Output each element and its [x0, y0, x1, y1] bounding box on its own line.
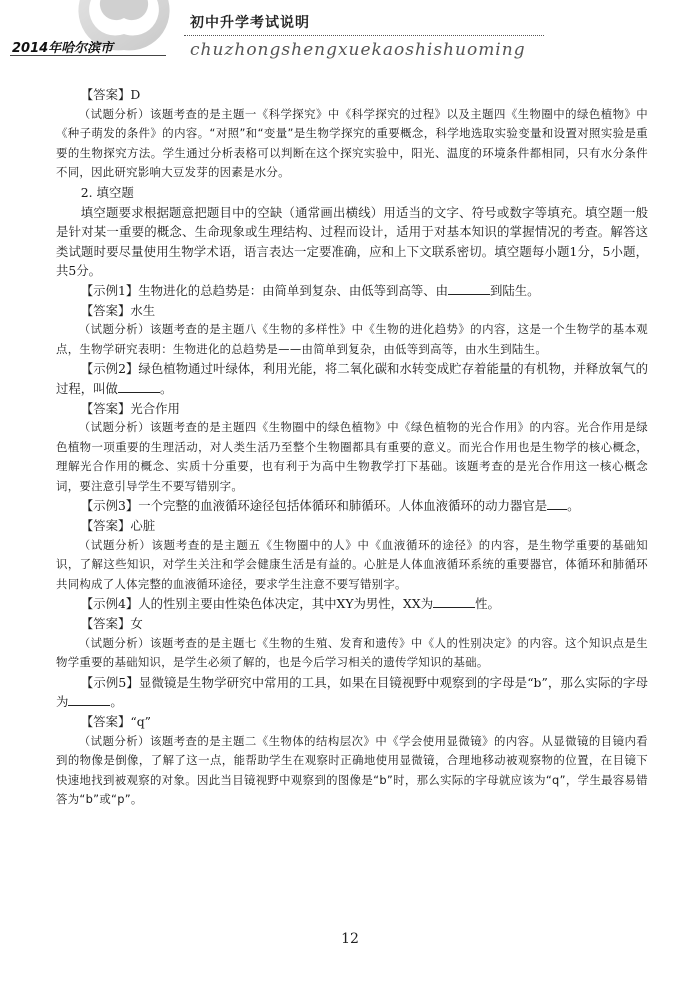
question-text-end: 。 — [567, 498, 580, 514]
answer-line: 【答案】D — [80, 87, 141, 102]
example-question — [56, 359, 648, 398]
question-text: 【示例4】人的性别主要由性染色体决定，其中XY为男性，XX为 — [80, 596, 434, 612]
answer-line: 【答案】“q” — [80, 714, 151, 729]
section-heading: 2. 填空题 — [80, 184, 134, 200]
question-text: 【示例1】生物进化的总趋势是：由简单到复杂、由低等到高等、由 — [80, 282, 449, 298]
analysis-paragraph: （试题分析）该题考查的是主题一《科学探究》中《科学探究的过程》以及主题四《生物圈中的绿色植物》中《种子萌发的条件》的内容。“对照”和“变量”是生物学探究的重要概念，科学地选取实验变量和设置对照实验是重要的生物探究方法。学生通过分析表格可以判断在这个探究实验中，阳光、温度的环境条件都相同，只有水分条件不同，因此研究影响大豆发芽的因素是水分。 — [56, 106, 648, 180]
answer-line: 【答案】女 — [80, 616, 143, 632]
question-text: 【示例3】一个完整的血液循环途径包括体循环和肺循环。人体血液循环的动力器官是 — [80, 498, 548, 514]
page-number: 12 — [341, 931, 359, 947]
analysis-paragraph: （试题分析）该题考查的是主题二《生物体的结构层次》中《学会使用显微镜》的内容。从显微镜的目镜内看到的物像是倒像，了解了这一点，能帮助学生在观察时正确地使用显微镜，合理地移动被观察物的位置，在目镜下快速地找到被观察的对象。因此当目镜视野中观察到的图像是“b”时，那么实际的字母就应该为“q”，学生最容易错答为“b”或“p”。 — [56, 733, 648, 807]
analysis-paragraph: （试题分析）该题考查的是主题五《生物圈中的人》中《血液循环的途径》的内容，是生物学重要的基础知识，了解这些知识，对学生关注和学会健康生活是有益的。心脏是人体血液循环系统的重要器官，体循环和肺循环共同构成了人体完整的血液循环途径，要求学生注意不要写错别字。 — [56, 537, 648, 591]
answer-line: 【答案】心脏 — [80, 518, 156, 534]
fill-blank — [433, 595, 475, 608]
decorative-circle-icon — [64, 0, 192, 68]
fill-blank — [118, 380, 160, 393]
analysis-paragraph: （试题分析）该题考查的是主题八《生物的多样性》中《生物的进化趋势》的内容，这是一个生物学的基本观点，生物学研究表明：生物进化的总趋势是——由简单到复杂，由低等到高等，由水生到陆生。 — [56, 322, 648, 356]
analysis-paragraph: （试题分析）该题考查的是主题四《生物圈中的绿色植物》中《绿色植物的光合作用》的内容。光合作用是绿色植物一项重要的生理活动，对人类生活乃至整个生物圈都具有重要的意义。而光合作用也是生物学的核心概念，理解光合作用的概念、实质十分重要，也有利于为高中生物教学打下基础。该题考查的是光合作用这一核心概念词，要注意引导学生不要写错别字。 — [56, 420, 648, 493]
answer-line: 【答案】水生 — [80, 302, 156, 318]
analysis-paragraph: （试题分析）该题考查的是主题七《生物的生殖、发育和遗传》中《人的性别决定》的内容。这个知识点是生物学重要的基础知识，是学生必须了解的，也是今后学习相关的遗传学知识的基础。 — [56, 635, 648, 670]
example-question — [56, 673, 648, 712]
page-body — [56, 85, 648, 810]
page-header — [0, 0, 700, 70]
fill-blank — [68, 693, 110, 706]
header-rule — [10, 55, 166, 56]
question-text: 【示例2】绿色植物通过叶绿体，利用光能，将二氧化碳和水转变成贮存着能量的有机物，并释放氧气的过程，叫做 — [56, 361, 648, 396]
header-title: 初中升学考试说明 — [190, 15, 310, 31]
header-city-label: 2014年哈尔滨市 — [12, 41, 114, 56]
question-text-end: 。 — [110, 694, 123, 710]
fill-blank — [547, 497, 567, 510]
intro-paragraph: 填空题要求根据题意把题目中的空缺（通常画出横线）用适当的文字、符号或数字等填充。填空题一般是针对某一重要的概念、生命现象或生理结构、过程而设计，适用于对基本知识的掌握情况的考查。解答这类试题时要尽量使用生物学术语，语言表达一定要准确，应和上下文联系密切。填空题每小题1分，5小题，共5分。 — [56, 204, 648, 279]
header-dotted-rule — [184, 35, 544, 36]
question-text-end: 到陆生。 — [490, 282, 540, 298]
example-question — [56, 281, 648, 301]
fill-blank — [448, 282, 490, 295]
question-text-end: 。 — [159, 380, 173, 396]
header-pinyin: chuzhongshengxuekaoshishuoming — [190, 40, 526, 60]
answer-line: 【答案】光合作用 — [80, 400, 180, 416]
question-text: 【示例5】显微镜是生物学研究中常用的工具，如果在目镜视野中观察到的字母是“b”，那么实际的字母为 — [56, 674, 648, 710]
example-question — [56, 594, 648, 614]
question-text-end: 性。 — [475, 596, 500, 612]
example-question — [56, 496, 648, 516]
